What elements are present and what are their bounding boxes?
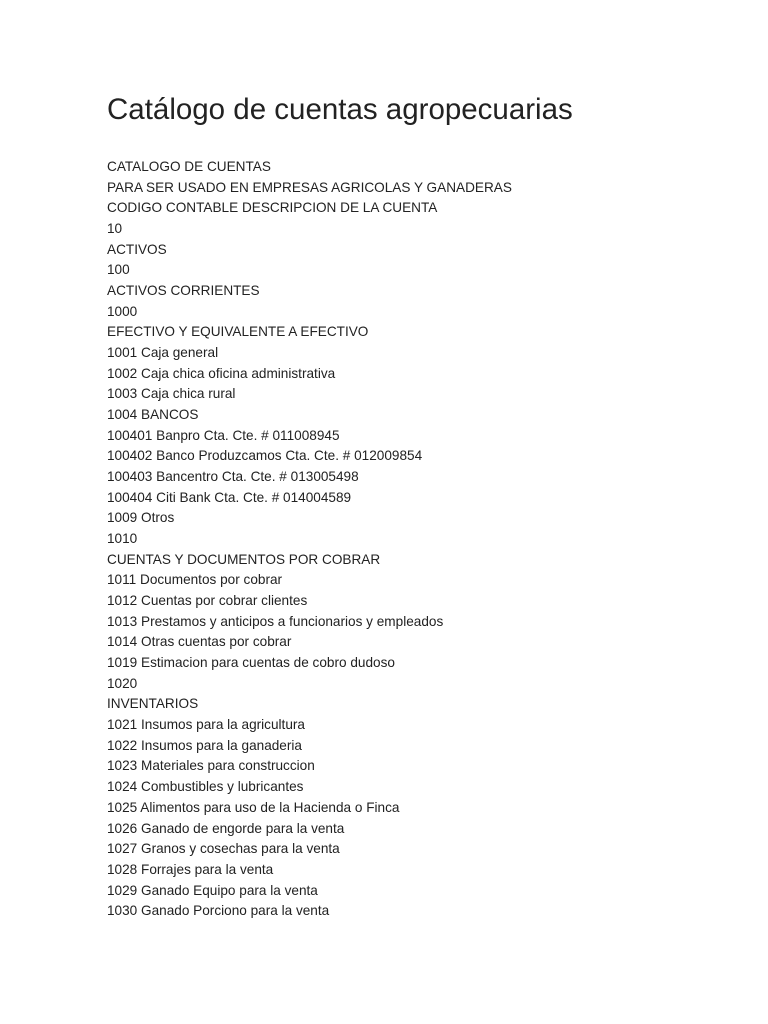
catalog-line: 1003 Caja chica rural	[107, 386, 236, 402]
catalog-line: 1014 Otras cuentas por cobrar	[107, 634, 292, 650]
account-catalog-list	[107, 157, 512, 922]
catalog-line: ACTIVOS	[107, 241, 167, 257]
catalog-line: 1028 Forrajes para la venta	[107, 861, 274, 877]
catalog-line: CATALOGO DE CUENTAS	[107, 159, 271, 174]
catalog-line: EFECTIVO Y EQUIVALENTE A EFECTIVO	[107, 324, 369, 340]
catalog-line: 1021 Insumos para la agricultura	[107, 717, 305, 733]
catalog-line: 1001 Caja general	[107, 345, 219, 361]
catalog-line: INVENTARIOS	[107, 696, 199, 712]
catalog-line: CUENTAS Y DOCUMENTOS POR COBRAR	[107, 551, 381, 567]
catalog-line: 1002 Caja chica oficina administrativa	[107, 365, 336, 381]
catalog-line: ACTIVOS CORRIENTES	[107, 283, 260, 299]
catalog-line: 100	[107, 262, 130, 278]
catalog-line: 1026 Ganado de engorde para la venta	[107, 820, 345, 836]
catalog-line: 100403 Bancentro Cta. Cte. # 013005498	[107, 469, 359, 485]
catalog-line: 10	[107, 221, 123, 237]
catalog-line: 1019 Estimacion para cuentas de cobro dudoso	[107, 655, 395, 671]
catalog-line: 1012 Cuentas por cobrar clientes	[107, 593, 308, 609]
catalog-line: 1029 Ganado Equipo para la venta	[107, 882, 318, 898]
catalog-line: 1030 Ganado Porciono para la venta	[107, 903, 330, 919]
catalog-line: 100402 Banco Produzcamos Cta. Cte. # 012009854	[107, 448, 423, 464]
catalog-line: 1009 Otros	[107, 510, 175, 526]
catalog-line: 100404 Citi Bank Cta. Cte. # 014004589	[107, 489, 352, 505]
document-page	[107, 88, 727, 919]
catalog-line: CODIGO CONTABLE DESCRIPCION DE LA CUENTA	[107, 200, 438, 216]
catalog-line: PARA SER USADO EN EMPRESAS AGRICOLAS Y GANADERAS	[107, 179, 512, 195]
catalog-line: 1022 Insumos para la ganaderia	[107, 737, 302, 753]
catalog-line: 1023 Materiales para construccion	[107, 758, 315, 774]
catalog-line: 1027 Granos y cosechas para la venta	[107, 841, 340, 857]
catalog-line: 100401 Banpro Cta. Cte. # 011008945	[107, 427, 340, 443]
catalog-line: 1000	[107, 303, 138, 319]
document-title: Catálogo de cuentas agropecuarias	[107, 93, 573, 126]
catalog-line: 1004 BANCOS	[107, 407, 199, 423]
catalog-line: 1025 Alimentos para uso de la Hacienda o Finca	[107, 799, 400, 815]
catalog-line: 1010	[107, 531, 138, 547]
catalog-line: 1011 Documentos por cobrar	[107, 572, 283, 588]
catalog-line: 1020	[107, 675, 138, 691]
catalog-line: 1024 Combustibles y lubricantes	[107, 779, 304, 795]
catalog-line: 1013 Prestamos y anticipos a funcionarios y empleados	[107, 613, 444, 629]
